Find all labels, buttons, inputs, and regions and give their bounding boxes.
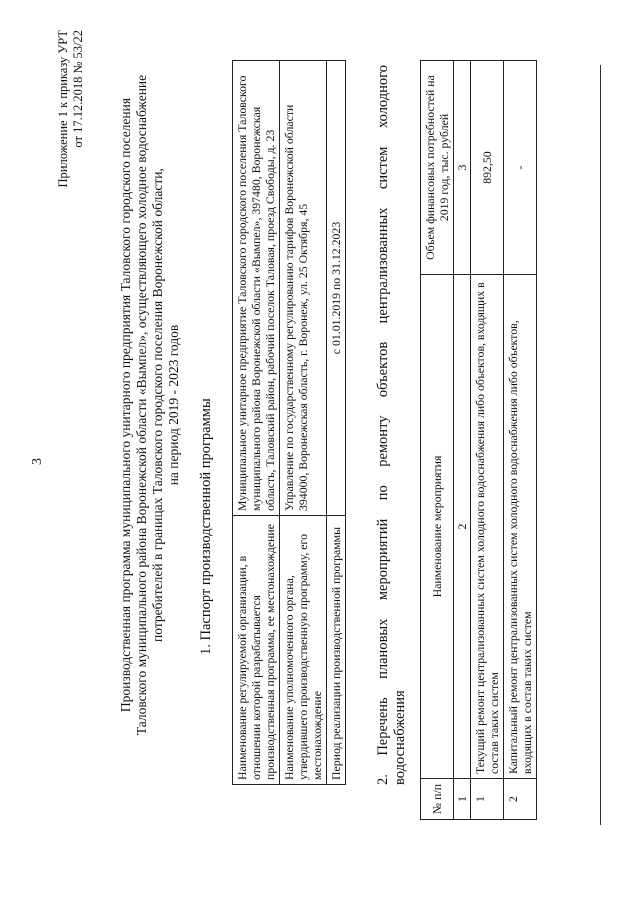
section-1-heading: 1. Паспорт производственной программы bbox=[198, 398, 214, 655]
passport-value: Муниципальное унитарное предприятие Таловского городского поселения Таловского муниципального района Воронежской области «Вымпел», 397480, Воронежская область, Таловский район, рабочий поселок Таловая, проезд Свободы, д. 23 bbox=[233, 61, 280, 516]
table-row bbox=[504, 61, 537, 820]
passport-value: Управление по государственному регулированию тарифов Воронежской области 394000, Воронежская область, г. Воронеж, ул. 25 Октября, 45 bbox=[280, 61, 327, 516]
title-line-1: Производственная программа муниципального унитарного предприятия Таловского городского поселения bbox=[118, 97, 133, 713]
passport-label: Наименование уполномоченного органа, утвердившего производственную программу, его местонахождение bbox=[280, 516, 327, 785]
section-2-heading: 2. Перечень плановых мероприятий по ремонту объектов централизованных систем холодного водоснабжения bbox=[375, 65, 408, 785]
title-line-2: Таловского муниципального района Воронежской области «Вымпел», осуществляющего холодное водоснабжение bbox=[134, 74, 149, 736]
passport-label: Период реализации производственной программы bbox=[327, 516, 346, 785]
index-cell: 2 bbox=[454, 275, 471, 779]
column-header-finance: Объем финансовых потребностей на 2019 год, тыс. рублей bbox=[421, 61, 454, 275]
passport-label: Наименование регулируемой организации, в отношении которой разрабатывается производственная программа, ее местонахождение bbox=[233, 516, 280, 785]
table-header-row bbox=[421, 61, 454, 820]
document-title bbox=[118, 25, 182, 785]
column-header-measure: Наименование мероприятия bbox=[421, 275, 454, 779]
table-row bbox=[280, 61, 327, 785]
measure-name: Текущий ремонт централизованных систем холодного водоснабжения либо объектов, входящих в состав таких систем bbox=[471, 275, 504, 779]
finance-value: - bbox=[504, 61, 537, 275]
page-number: 3 bbox=[30, 458, 45, 465]
appendix-line-2: от 17.12.2018 № 53/22 bbox=[71, 30, 85, 148]
finance-value: 892,50 bbox=[471, 61, 504, 275]
column-header-number: № п/п bbox=[421, 779, 454, 820]
table-row bbox=[471, 61, 504, 820]
repair-measures-table bbox=[420, 60, 537, 820]
title-line-3: потребителей в границах Таловского городского поселения Воронежской области, bbox=[150, 168, 165, 642]
index-cell: 1 bbox=[454, 779, 471, 820]
passport-value: с 01.01.2019 по 31.12.2023 bbox=[327, 61, 346, 516]
measure-name: Капитальный ремонт централизованных систем холодного водоснабжения либо объектов, входящих в состав таких систем bbox=[504, 275, 537, 779]
row-number: 2 bbox=[504, 779, 537, 820]
table-row bbox=[233, 61, 280, 785]
page-divider bbox=[600, 65, 601, 825]
row-number: 1 bbox=[471, 779, 504, 820]
index-cell: 3 bbox=[454, 61, 471, 275]
program-passport-table bbox=[232, 60, 346, 785]
table-row bbox=[327, 61, 346, 785]
appendix-line-1: Приложение 1 к приказу УРТ bbox=[56, 30, 70, 188]
appendix-note bbox=[56, 30, 86, 188]
title-line-4: на период 2019 - 2023 годов bbox=[166, 324, 181, 486]
table-index-row bbox=[454, 61, 471, 820]
